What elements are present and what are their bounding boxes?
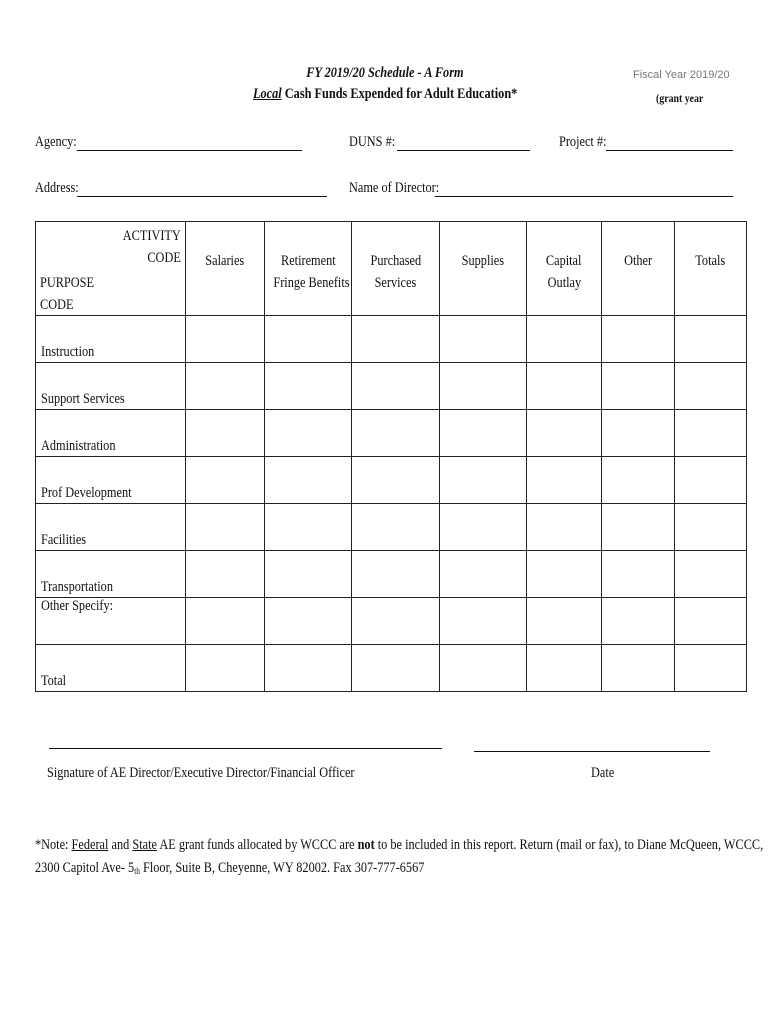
table-cell[interactable] bbox=[352, 410, 440, 457]
table-cell[interactable] bbox=[352, 363, 440, 410]
federal-word: Federal bbox=[71, 837, 109, 853]
row-label-support-services: Support Services bbox=[36, 363, 186, 410]
purpose-code-label: PURPOSE CODE bbox=[40, 275, 95, 313]
table-cell[interactable] bbox=[265, 457, 352, 504]
table-cell[interactable] bbox=[265, 645, 352, 692]
table-row bbox=[36, 316, 747, 363]
table-cell[interactable] bbox=[602, 363, 675, 410]
table-cell[interactable] bbox=[265, 504, 352, 551]
table-cell[interactable] bbox=[675, 551, 747, 598]
column-header-purchased-services: Purchased Services bbox=[352, 222, 440, 316]
table-cell[interactable] bbox=[527, 504, 602, 551]
table-cell[interactable] bbox=[352, 645, 440, 692]
table-cell[interactable] bbox=[440, 551, 527, 598]
column-header-other: Other bbox=[602, 222, 675, 316]
row-label-transportation: Transportation bbox=[36, 551, 186, 598]
table-cell[interactable] bbox=[440, 316, 527, 363]
table-row bbox=[36, 457, 747, 504]
table-cell[interactable] bbox=[527, 457, 602, 504]
table-header-row bbox=[36, 222, 747, 316]
table-cell[interactable] bbox=[440, 363, 527, 410]
column-header-supplies: Supplies bbox=[440, 222, 527, 316]
table-cell[interactable] bbox=[675, 598, 747, 645]
table-row bbox=[36, 645, 747, 692]
agency-label: Agency: bbox=[35, 134, 77, 150]
duns-field[interactable] bbox=[397, 150, 530, 151]
project-field[interactable] bbox=[606, 150, 733, 151]
column-header-capital-outlay: Capital Outlay bbox=[527, 222, 602, 316]
table-cell[interactable] bbox=[602, 598, 675, 645]
signature-label: Signature of AE Director/Executive Director/Financial Officer bbox=[47, 765, 355, 781]
table-row bbox=[36, 551, 747, 598]
table-cell[interactable] bbox=[527, 551, 602, 598]
table-cell[interactable] bbox=[440, 645, 527, 692]
local-word: Local bbox=[252, 86, 282, 102]
project-label: Project #: bbox=[559, 134, 607, 150]
table-cell[interactable] bbox=[675, 504, 747, 551]
row-label-facilities: Facilities bbox=[36, 504, 186, 551]
table-row bbox=[36, 598, 747, 645]
table-cell[interactable] bbox=[352, 316, 440, 363]
table-cell[interactable] bbox=[602, 645, 675, 692]
director-label: Name of Director: bbox=[349, 180, 440, 196]
table-cell[interactable] bbox=[527, 645, 602, 692]
form-subtitle: Local Cash Funds Expended for Adult Education* bbox=[252, 86, 518, 102]
table-cell[interactable] bbox=[265, 551, 352, 598]
row-label-prof-development: Prof Development bbox=[36, 457, 186, 504]
table-cell[interactable] bbox=[186, 504, 265, 551]
table-cell[interactable] bbox=[352, 457, 440, 504]
table-cell[interactable] bbox=[602, 504, 675, 551]
not-word: not bbox=[357, 837, 375, 853]
footnote: *Note: Federal and State AE grant funds allocated by WCCC are not to be included in this report. Return (mail or fax), to Diane McQueen, WCCC, 2300 Capitol Ave- 5th Floor, Suite B, Cheyenne, WY 82002. Fax 307-777-6567 bbox=[35, 837, 764, 876]
table-cell[interactable] bbox=[440, 457, 527, 504]
table-cell[interactable] bbox=[440, 410, 527, 457]
table-cell[interactable] bbox=[265, 598, 352, 645]
table-cell[interactable] bbox=[186, 645, 265, 692]
table-cell[interactable] bbox=[440, 504, 527, 551]
signature-line[interactable] bbox=[49, 748, 442, 749]
table-cell[interactable] bbox=[186, 363, 265, 410]
table-cell[interactable] bbox=[186, 316, 265, 363]
table-cell[interactable] bbox=[675, 457, 747, 504]
table-cell[interactable] bbox=[186, 551, 265, 598]
row-label-instruction: Instruction bbox=[36, 316, 186, 363]
table-cell[interactable] bbox=[352, 551, 440, 598]
state-word: State bbox=[132, 837, 157, 853]
activity-code-label: ACTIVITY CODE bbox=[122, 228, 181, 266]
fiscal-year-note: Fiscal Year 2019/20 bbox=[633, 69, 730, 81]
table-cell[interactable] bbox=[675, 645, 747, 692]
table-cell[interactable] bbox=[265, 410, 352, 457]
expenditure-table bbox=[35, 221, 747, 692]
grant-year-note: (grant year bbox=[656, 91, 704, 105]
form-title: FY 2019/20 Schedule - A Form bbox=[306, 65, 464, 81]
date-line[interactable] bbox=[474, 751, 710, 752]
table-cell[interactable] bbox=[186, 598, 265, 645]
table-row bbox=[36, 363, 747, 410]
director-field[interactable] bbox=[435, 196, 733, 197]
table-cell[interactable] bbox=[186, 410, 265, 457]
duns-label: DUNS #: bbox=[349, 134, 396, 150]
table-cell[interactable] bbox=[265, 316, 352, 363]
table-cell[interactable] bbox=[186, 457, 265, 504]
code-header-cell bbox=[36, 222, 186, 316]
table-cell[interactable] bbox=[265, 363, 352, 410]
table-cell[interactable] bbox=[352, 598, 440, 645]
column-header-salaries: Salaries bbox=[186, 222, 265, 316]
table-row bbox=[36, 410, 747, 457]
address-label: Address: bbox=[35, 180, 79, 196]
table-cell[interactable] bbox=[602, 551, 675, 598]
table-cell[interactable] bbox=[440, 598, 527, 645]
table-cell[interactable] bbox=[352, 504, 440, 551]
agency-field[interactable] bbox=[77, 150, 302, 151]
date-label: Date bbox=[591, 765, 615, 781]
table-cell[interactable] bbox=[602, 457, 675, 504]
table-cell[interactable] bbox=[675, 363, 747, 410]
row-label-other-specify: Other Specify: bbox=[36, 598, 186, 645]
row-label-administration: Administration bbox=[36, 410, 186, 457]
table-cell[interactable] bbox=[527, 410, 602, 457]
table-cell[interactable] bbox=[602, 316, 675, 363]
address-field[interactable] bbox=[77, 196, 327, 197]
table-cell[interactable] bbox=[527, 363, 602, 410]
table-cell[interactable] bbox=[527, 316, 602, 363]
table-cell[interactable] bbox=[527, 598, 602, 645]
column-header-retirement: Retirement Fringe Benefits bbox=[265, 222, 352, 316]
table-cell[interactable] bbox=[675, 410, 747, 457]
row-label-total: Total bbox=[36, 645, 186, 692]
column-header-totals: Totals bbox=[675, 222, 747, 316]
table-cell[interactable] bbox=[602, 410, 675, 457]
table-cell[interactable] bbox=[675, 316, 747, 363]
table-row bbox=[36, 504, 747, 551]
